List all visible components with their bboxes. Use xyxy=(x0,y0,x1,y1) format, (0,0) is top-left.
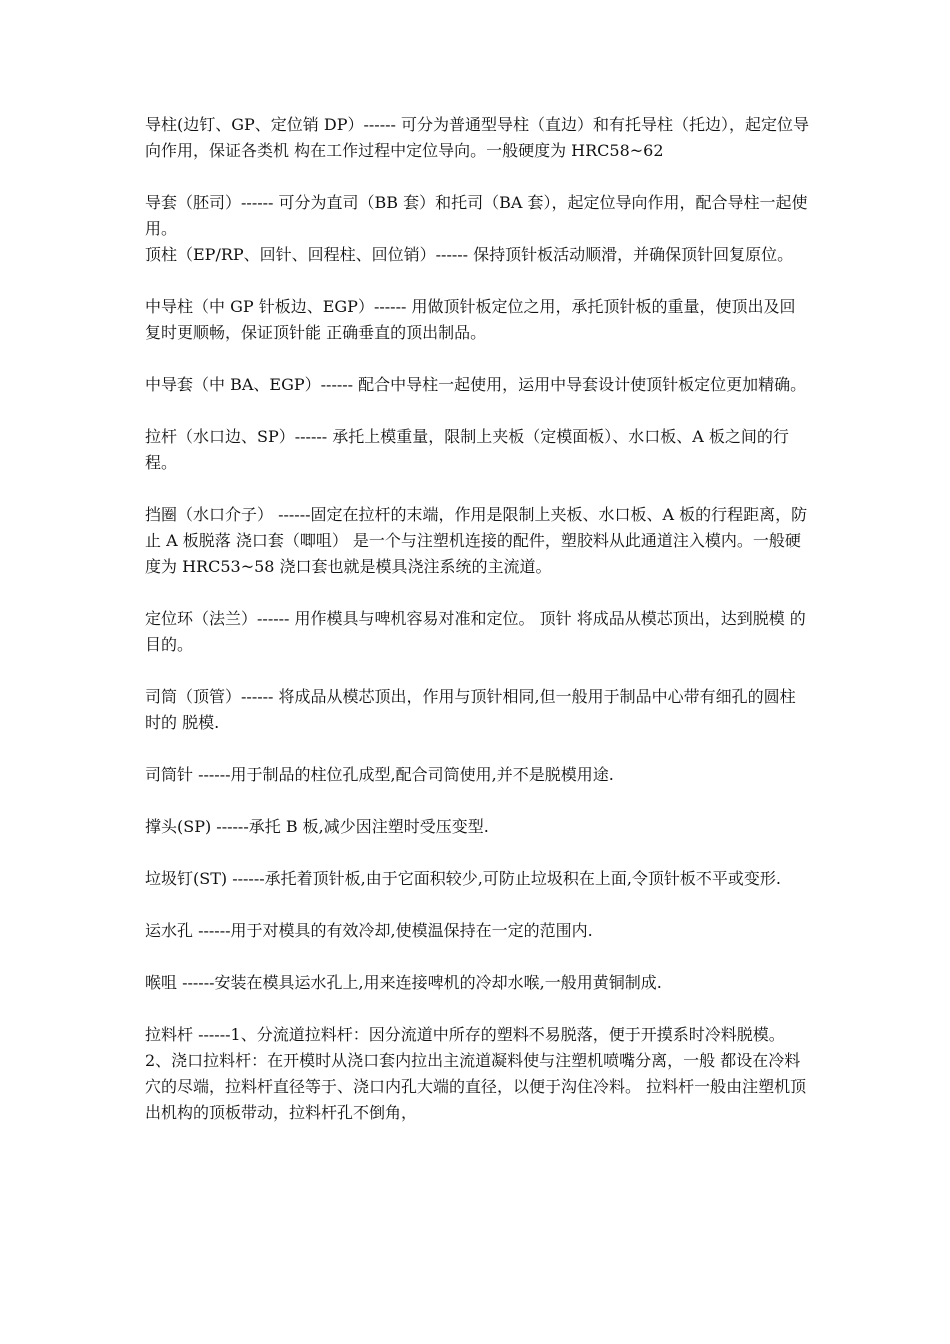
paragraph-water-nozzle: 喉咀 ------安装在模具运水孔上,用来连接啤机的冷却水喉,一般用黄铜制成. xyxy=(145,973,662,992)
paragraph-sleeve-pin: 司筒针 ------用于制品的柱位孔成型,配合司筒使用,并不是脱模用途. xyxy=(145,765,614,784)
paragraph-ejector-sleeve: 司筒（顶管）------ 将成品从模芯顶出，作用与顶针相同,但一般用于制品中心带有细孔的圆柱时的 脱模. xyxy=(145,687,796,732)
paragraph-ejector-guide-pillar: 中导柱（中 GP 针板边、EGP）------ 用做顶针板定位之用，承托顶针板的重量，使顶出及回复时更顺畅，保证顶针能 正确垂直的顶出制品。 xyxy=(145,297,796,342)
paragraph-stop-pin: 垃圾钉(ST) ------承托着顶针板,由于它面积较少,可防止垃圾积在上面,令顶针板不平或变形. xyxy=(145,869,781,888)
paragraph-guide-pillar: 导柱(边钉、GP、定位销 DP）------ 可分为普通型导柱（直边）和有托导柱（托边），起定位导向作用，保证各类机 构在工作过程中定位导向。一般硬度为 HRC58~62 xyxy=(145,115,809,160)
paragraph-sprue-puller: 拉料杆 ------1、分流道拉料杆：因分流道中所存的塑料不易脱落，便于开摸系时冷料脱模。 2、浇口拉料杆：在开模时从浇口套内拉出主流道凝料使与注塑机喷嘴分离，一般 都设在冷料穴的尽端，拉料杆直径等于、浇口内孔大端的直径，以便于沟住冷料。 拉料杆一般由注塑机顶出机构的顶板带动，拉料杆孔不倒角， xyxy=(145,1025,807,1122)
paragraph-support-pillar: 撑头(SP) ------承托 B 板,减少因注塑时受压变型. xyxy=(145,817,489,836)
paragraph-ejector-guide-bushing: 中导套（中 BA、EGP）------ 配合中导柱一起使用，运用中导套设计使顶针板定位更加精确。 xyxy=(145,375,807,394)
paragraph-locating-ring: 定位环（法兰）------ 用作模具与啤机容易对准和定位。 顶针 将成品从模芯顶出，达到脱模 的目的。 xyxy=(145,609,806,654)
paragraph-return-pin: 顶柱（EP/RP、回针、回程柱、回位销）------ 保持顶针板活动顺滑，并确保顶针回复原位。 xyxy=(145,245,794,264)
paragraph-stop-ring: 挡圈（水口介子） ------固定在拉杆的末端，作用是限制上夹板、水口板、A 板的行程距离，防止 A 板脱落 浇口套（唧咀） 是一个与注塑机连接的配件，塑胶料从此通道注入模内。一般硬度为 HRC53~58 浇口套也就是模具浇注系统的主流道。 xyxy=(145,505,808,576)
paragraph-guide-bushing: 导套（胚司）------ 可分为直司（BB 套）和托司（BA 套），起定位导向作用，配合导柱一起使用。 xyxy=(145,193,808,238)
document-body xyxy=(145,112,810,1152)
paragraph-cooling-hole: 运水孔 ------用于对模具的有效冷却,使模温保持在一定的范围内. xyxy=(145,921,593,940)
paragraph-puller-bolt: 拉杆（水口边、SP）------ 承托上模重量，限制上夹板（定模面板）、水口板、A 板之间的行程。 xyxy=(145,427,789,472)
